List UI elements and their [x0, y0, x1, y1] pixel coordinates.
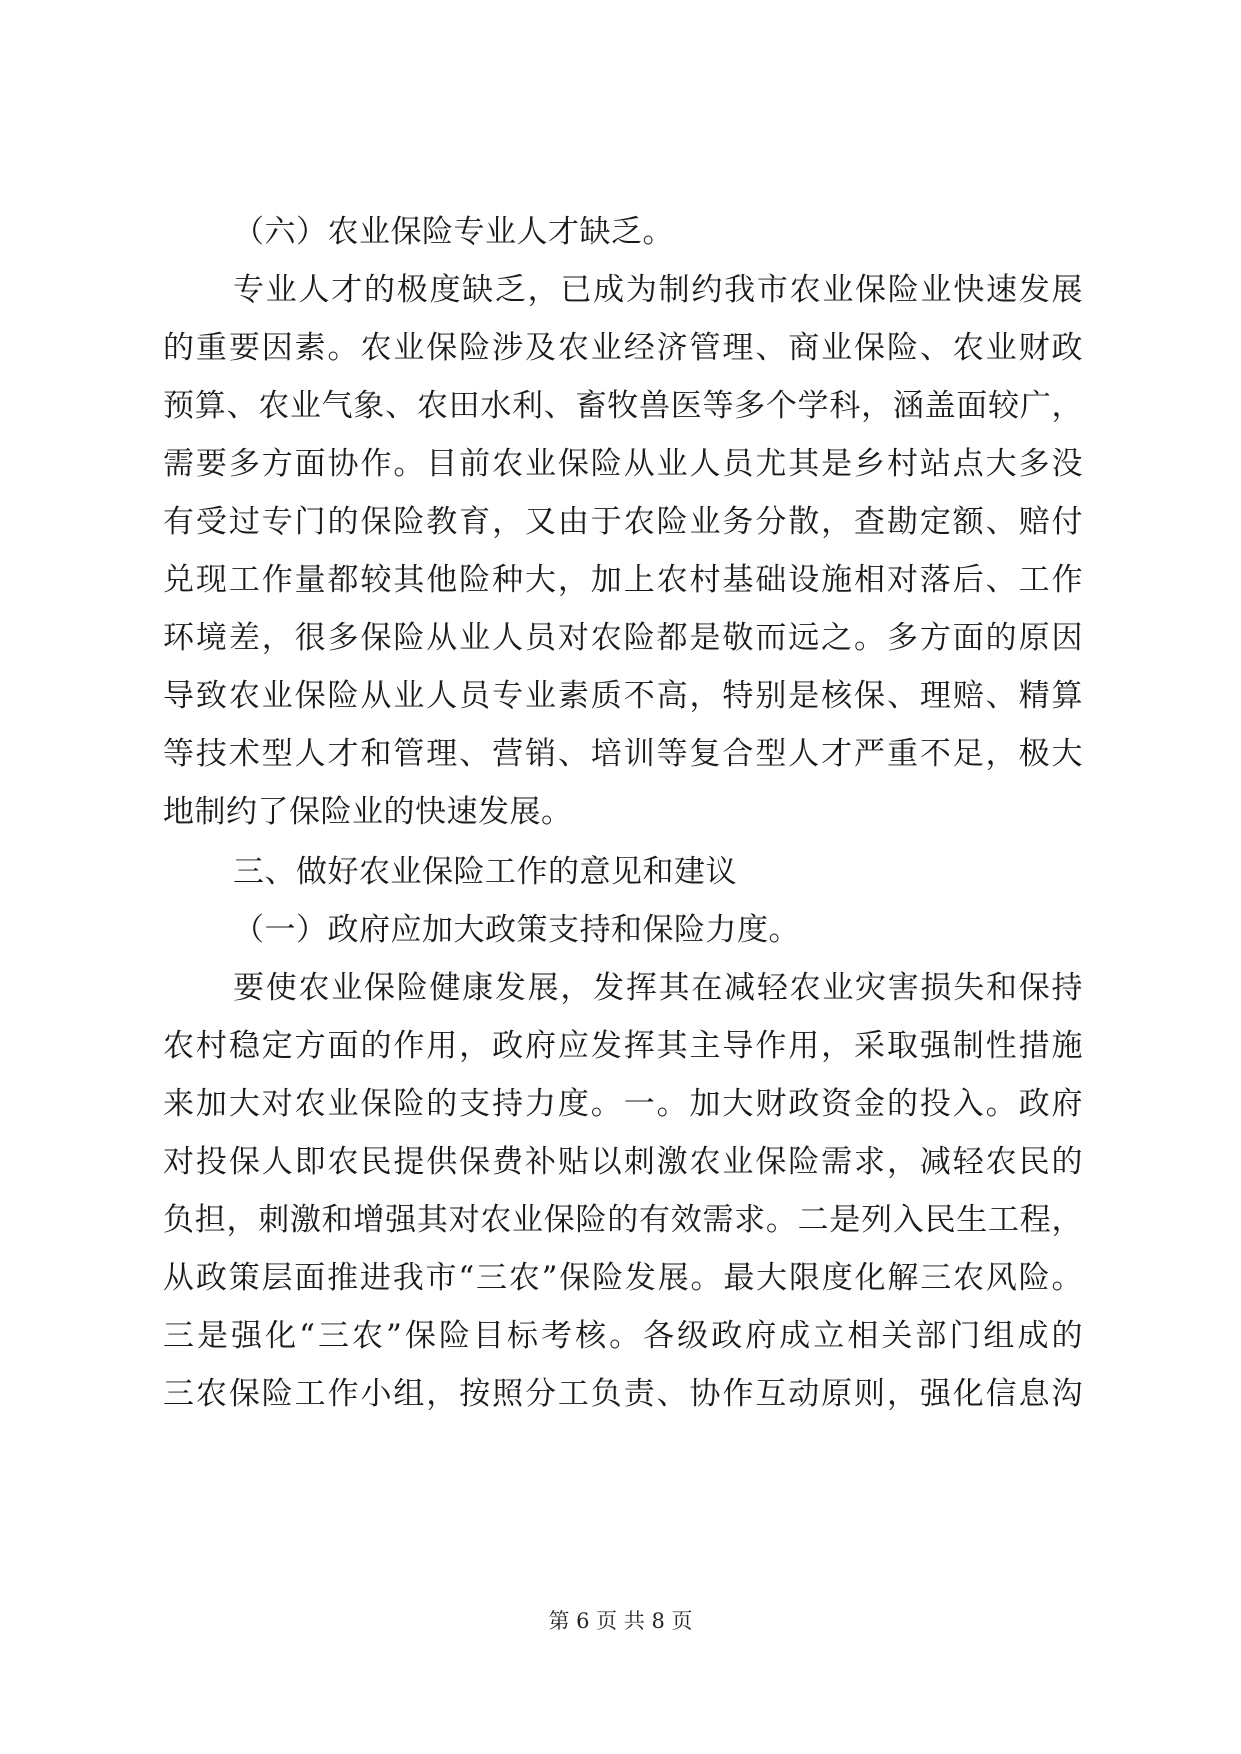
- paragraph-line: 专业人才的极度缺乏，已成为制约我市农业保险业快速发展: [233, 272, 1083, 308]
- subheading-government-support: （一）政府应加大政策支持和保险力度。: [233, 912, 800, 948]
- paragraph-line: 的重要因素。农业保险涉及农业经济管理、商业保险、农业财政: [163, 330, 1083, 366]
- paragraph-line: 农村稳定方面的作用，政府应发挥其主导作用，采取强制性措施: [163, 1028, 1083, 1064]
- paragraph-line: 地制约了保险业的快速发展。: [163, 794, 573, 830]
- paragraph-line: 从政策层面推进我市“三农”保险发展。最大限度化解三农风险。: [163, 1260, 1083, 1296]
- paragraph-line: 等技术型人才和管理、营销、培训等复合型人才严重不足，极大: [163, 736, 1083, 772]
- subheading-talent-shortage: （六）农业保险专业人才缺乏。: [233, 214, 674, 250]
- paragraph-line: 有受过专门的保险教育，又由于农险业务分散，查勘定额、赔付: [163, 504, 1083, 540]
- paragraph-line: 负担，刺激和增强其对农业保险的有效需求。二是列入民生工程，: [163, 1202, 1083, 1238]
- page-footer: 第 6 页 共 8 页: [548, 1609, 693, 1633]
- paragraph-line: 要使农业保险健康发展，发挥其在减轻农业灾害损失和保持: [233, 970, 1083, 1006]
- paragraph-line: 兑现工作量都较其他险种大，加上农村基础设施相对落后、工作: [163, 562, 1083, 598]
- paragraph-line: 三农保险工作小组，按照分工负责、协作互动原则，强化信息沟: [163, 1376, 1083, 1412]
- paragraph-line: 三是强化“三农”保险目标考核。各级政府成立相关部门组成的: [163, 1318, 1083, 1354]
- paragraph-line: 环境差，很多保险从业人员对农险都是敬而远之。多方面的原因: [163, 620, 1083, 656]
- paragraph-line: 来加大对农业保险的支持力度。一。加大财政资金的投入。政府: [163, 1086, 1083, 1122]
- paragraph-line: 预算、农业气象、农田水利、畜牧兽医等多个学科，涵盖面较广，: [163, 388, 1083, 424]
- paragraph-line: 需要多方面协作。目前农业保险从业人员尤其是乡村站点大多没: [163, 446, 1083, 482]
- paragraph-line: 导致农业保险从业人员专业素质不高，特别是核保、理赔、精算: [163, 678, 1083, 714]
- paragraph-line: 对投保人即农民提供保费补贴以刺激农业保险需求，减轻农民的: [163, 1144, 1083, 1180]
- section-heading-suggestions: 三、做好农业保险工作的意见和建议: [233, 854, 737, 890]
